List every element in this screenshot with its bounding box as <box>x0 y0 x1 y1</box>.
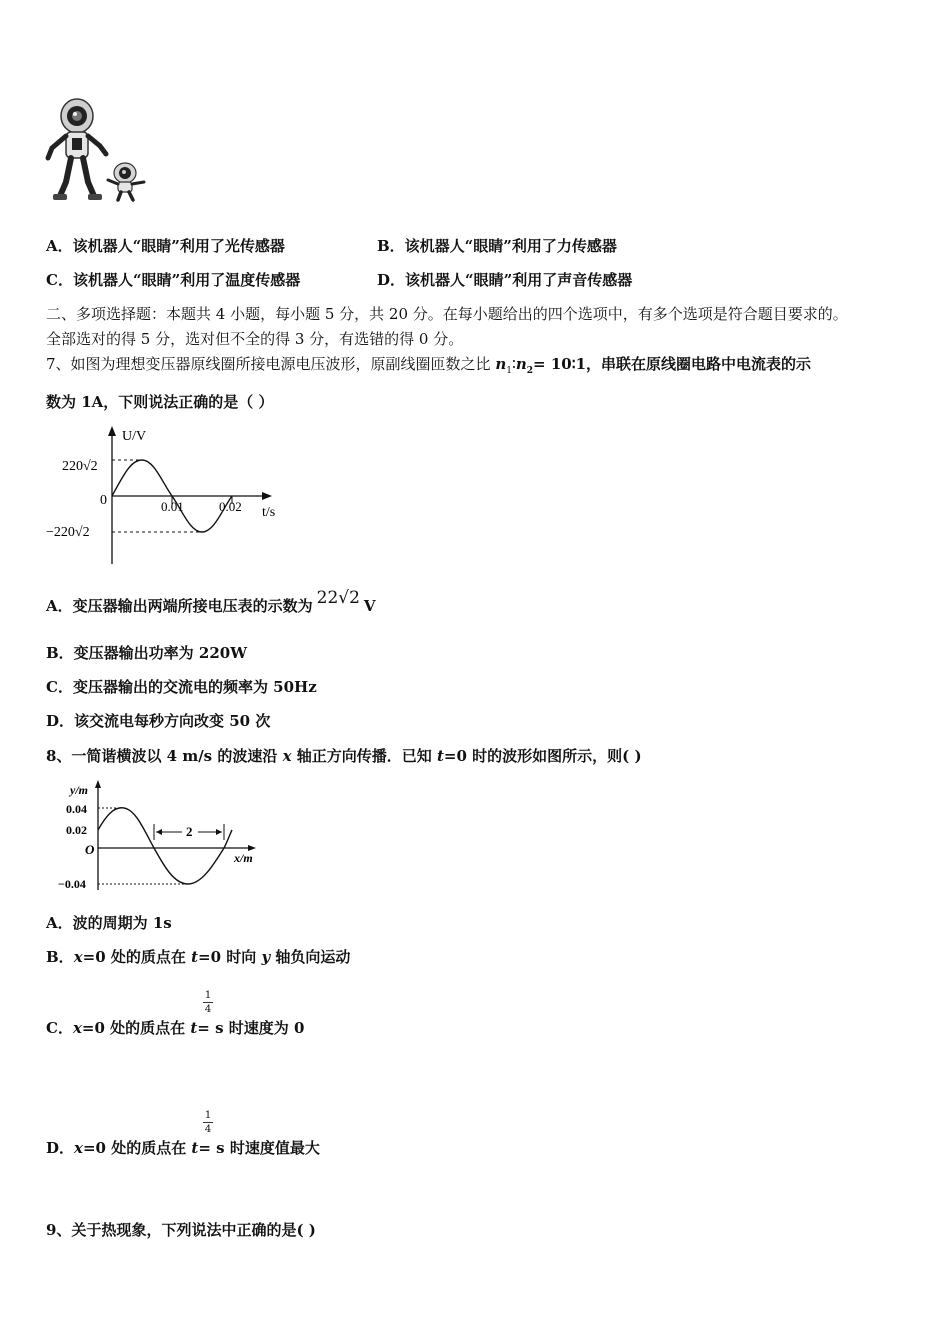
q8-option-a: A．波的周期为 1s <box>46 914 172 932</box>
q7-option-a: A．变压器输出两端所接电压表的示数为 22√2 V <box>46 588 376 615</box>
q8-y-tick-002: 0.02 <box>66 823 87 837</box>
large-robot-figure <box>48 99 106 200</box>
q7-option-b: B．变压器输出功率为 220W <box>46 644 248 662</box>
q8-y-tick-004: 0.04 <box>66 802 87 816</box>
q8-option-b: B．x=0 处的质点在 t=0 时向 y 轴负向运动 <box>46 948 351 966</box>
q8-origin-label: O <box>85 842 95 857</box>
q7-x-tick-1: 0.01 <box>161 499 184 514</box>
q7-option-a-value: 22√2 <box>316 588 360 608</box>
q7-x-tick-2: 0.02 <box>219 499 242 514</box>
q7-voltage-waveform-graph <box>44 424 294 566</box>
section-2-heading-line2: 全部选对的得 5 分，选对但不全的得 3 分，有选错的得 0 分。 <box>46 330 464 348</box>
q7-origin-label: 0 <box>100 493 107 508</box>
q8-option-d-fraction: 1 4 <box>204 1110 212 1135</box>
q6-option-d: D．该机器人“眼睛”利用了声音传感器 <box>377 271 633 289</box>
q7-stem-line1: 7、如图为理想变压器原线圈所接电源电压波形，原副线圈匝数之比 $n_1∶n_2=$ 10∶1，串联在原线圈电路中电流表的示 <box>46 355 812 376</box>
q7-y-min-label: −220√2 <box>46 525 90 540</box>
q8-option-c-fraction: 1 4 <box>204 990 212 1015</box>
q7-stem-line2: 数为 1A，下则说法正确的是（ ） <box>46 393 274 411</box>
small-robot-figure <box>108 163 144 200</box>
q7-y-max-label: 220√2 <box>62 459 98 474</box>
q8-y-tick-neg004: −0.04 <box>58 877 86 891</box>
robot-illustration <box>40 96 155 204</box>
q8-option-c: C．x=0 处的质点在 t= s 时速度为 0 <box>46 1019 305 1037</box>
q8-span-label: 2 <box>186 824 193 839</box>
section-2-heading-line1: 二、多项选择题：本题共 4 小题，每小题 5 分，共 20 分。在每小题给出的四个选项中，有多个选项是符合题目要求的。 <box>46 305 848 323</box>
q8-wave-curve <box>98 808 232 884</box>
q8-option-d: D．x=0 处的质点在 t= s 时速度值最大 <box>46 1139 320 1157</box>
q8-x-label: x/m <box>234 851 253 865</box>
q8-wave-graph <box>58 778 268 892</box>
q9-stem: 9、关于热现象，下列说法中正确的是( ) <box>46 1221 316 1239</box>
q7-option-c: C．变压器输出的交流电的频率为 50Hz <box>46 678 317 696</box>
q8-y-label: y/m <box>70 783 88 797</box>
q7-x-label: t/s <box>262 505 276 520</box>
q7-y-label: U/V <box>122 429 147 444</box>
q8-stem: 8、一简谐横波以 4 m/s 的波速沿 x 轴正方向传播．已知 t=0 时的波形如图所示，则( ) <box>46 747 642 765</box>
q7-option-d: D．该交流电每秒方向改变 50 次 <box>46 712 271 730</box>
q6-option-a: A．该机器人“眼睛”利用了光传感器 <box>46 237 285 255</box>
q6-option-c: C．该机器人“眼睛”利用了温度传感器 <box>46 271 301 289</box>
q6-option-b: B．该机器人“眼睛”利用了力传感器 <box>377 237 617 255</box>
